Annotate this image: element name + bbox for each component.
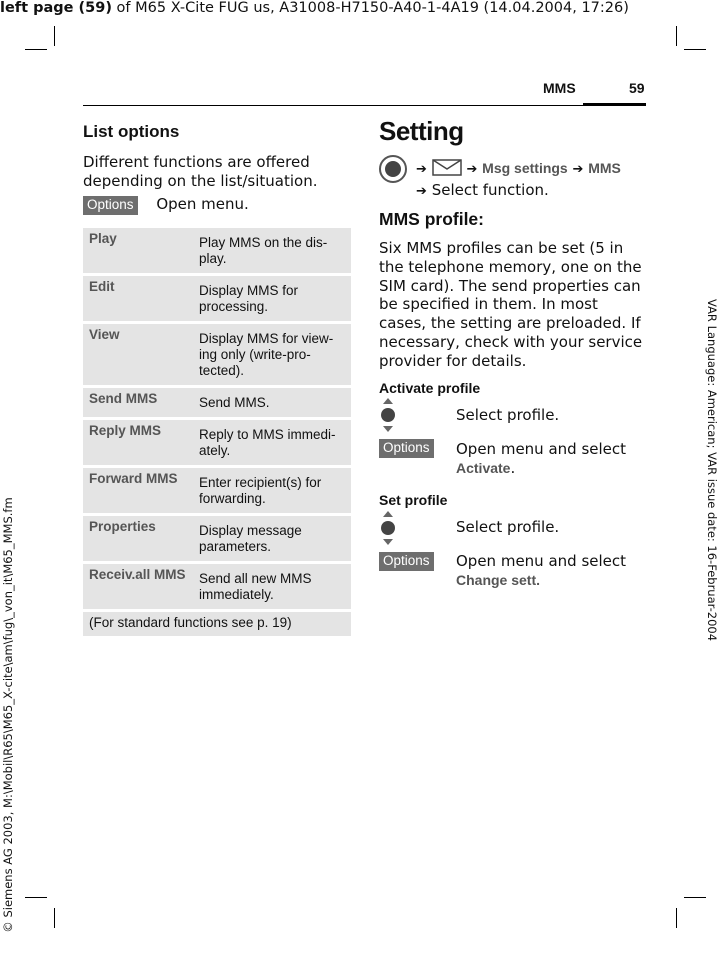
document-header — [0, 0, 629, 16]
set-profile-menu-item: Change sett. — [456, 571, 541, 588]
crop-mark — [25, 49, 47, 50]
option-desc: Send MMS. — [193, 388, 351, 417]
running-head-section: MMS — [543, 80, 576, 96]
option-key: View — [83, 324, 193, 385]
option-key: Reply MMS — [83, 420, 193, 465]
table-row — [83, 228, 351, 273]
arrow-icon: ➔ — [572, 162, 584, 177]
scroll-key-icon — [380, 398, 396, 432]
option-desc: Enter recipient(s) for forwarding. — [193, 468, 351, 513]
table-row — [83, 516, 351, 561]
activate-menu-text — [456, 440, 646, 477]
activate-menu-instruction: Open menu and select — [456, 440, 627, 458]
header-rule-accent — [583, 103, 646, 106]
table-row — [83, 324, 351, 385]
arrow-icon: ➔ — [416, 184, 427, 199]
options-softkey: Options — [379, 552, 434, 571]
scroll-key-icon — [380, 511, 396, 545]
option-key: Play — [83, 228, 193, 273]
crop-mark — [684, 897, 706, 898]
mms-profile-body: Six MMS profiles can be set (5 in the telephone memory, one on the SIM card). The send properties can be specified in them. In most cases, the setting are preloaded. If necessary, check with your service provider for details. — [379, 239, 643, 370]
options-softkey: Options — [83, 196, 138, 215]
mms-label: MMS — [588, 160, 621, 176]
mms-profile-heading: MMS profile: — [379, 209, 484, 229]
crop-mark — [25, 897, 47, 898]
set-profile-select-text: Select profile. — [456, 518, 560, 536]
arrow-icon: ➔ — [416, 162, 427, 177]
crop-mark — [54, 26, 55, 46]
activate-profile-heading: Activate profile — [379, 380, 481, 396]
option-key: Receiv.all MMS — [83, 564, 193, 609]
setting-heading: Setting — [379, 116, 464, 146]
options-softkey-row — [83, 195, 351, 215]
activate-menu-item: Activate — [456, 459, 511, 476]
option-desc: Display MMS for view-ing only (write-pro-tected). — [193, 324, 351, 385]
table-row — [83, 420, 351, 465]
header-rule — [83, 105, 646, 106]
activate-select-text: Select profile. — [456, 406, 560, 424]
table-row — [83, 276, 351, 321]
option-key: Edit — [83, 276, 193, 321]
header-page-label: left page (59) — [0, 0, 112, 16]
table-row — [83, 564, 351, 609]
header-doc-info: of M65 X-Cite FUG us, A31008-H7150-A40-1-4A19 (14.04.2004, 17:26) — [111, 0, 629, 16]
option-desc: Reply to MMS immedi-ately. — [193, 420, 351, 465]
option-desc: Send all new MMS immediately. — [193, 564, 351, 609]
options-softkey: Options — [379, 439, 434, 458]
options-softkey-text: Open menu. — [156, 195, 249, 213]
arrow-icon: ➔ — [466, 162, 478, 177]
option-desc: Display MMS for processing. — [193, 276, 351, 321]
table-row — [83, 468, 351, 513]
set-profile-heading: Set profile — [379, 492, 448, 508]
running-head-page: 59 — [629, 80, 645, 96]
table-row — [83, 388, 351, 417]
option-key: Send MMS — [83, 388, 193, 417]
select-function-text: Select function. — [431, 181, 549, 199]
navigation-key-icon — [378, 154, 408, 184]
crop-mark — [676, 908, 677, 928]
margin-copyright-path: © Siemens AG 2003, M:\Mobil\R65\M65_X-cite\am\fug\_von_it\M65_MMS.fm — [1, 497, 15, 933]
option-desc: Play MMS on the dis-play. — [193, 228, 351, 273]
table-footer-row — [83, 612, 351, 636]
table-footer-note: (For standard functions see p. 19) — [83, 612, 351, 636]
crop-mark — [54, 908, 55, 928]
envelope-icon — [432, 159, 462, 176]
option-key: Properties — [83, 516, 193, 561]
menu-path — [416, 158, 646, 202]
list-options-intro: Different functions are offered depending on the list/situation. — [83, 153, 318, 190]
option-key: Forward MMS — [83, 468, 193, 513]
list-options-heading: List options — [83, 122, 180, 141]
list-options-table — [83, 225, 351, 639]
activate-period: . — [510, 458, 516, 477]
margin-language-note: VAR Language: American; VAR issue date: 16-Februar-2004 — [705, 298, 719, 642]
option-desc: Display message parameters. — [193, 516, 351, 561]
crop-mark — [684, 49, 706, 50]
set-profile-menu-text — [456, 552, 646, 589]
set-profile-menu-instruction: Open menu and select — [456, 552, 627, 570]
msg-settings-label: Msg settings — [482, 160, 568, 176]
crop-mark — [676, 26, 677, 46]
